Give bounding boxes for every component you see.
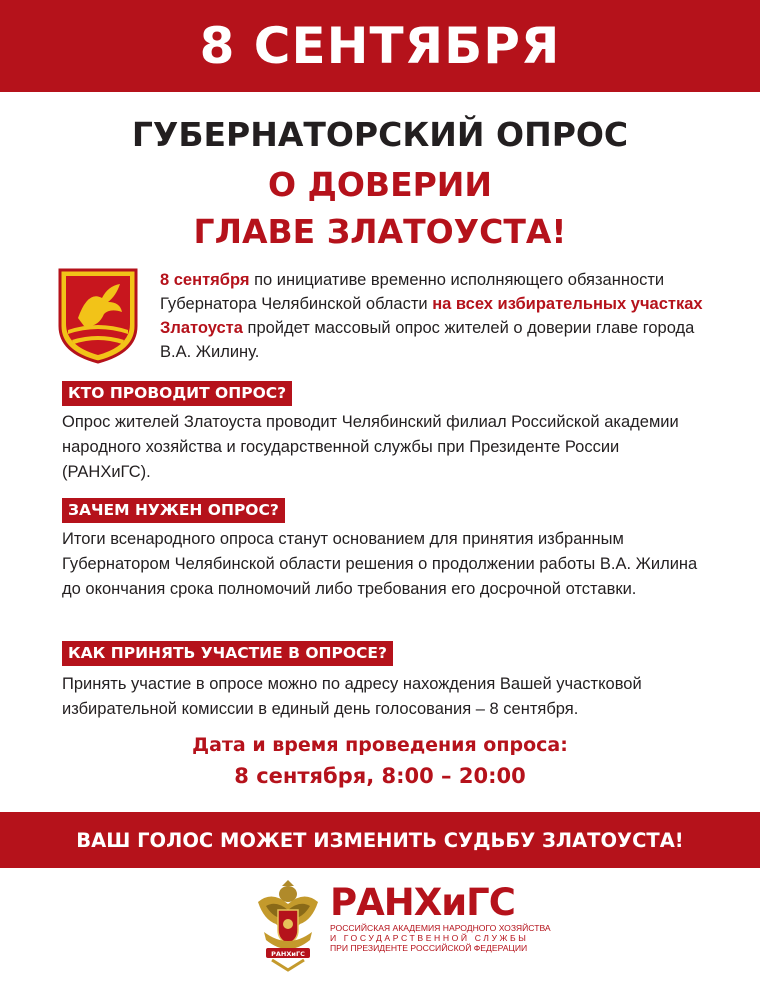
section-label-how: КАК ПРИНЯТЬ УЧАСТИЕ В ОПРОСЕ? — [62, 641, 393, 666]
intro-date: 8 сентября — [160, 271, 250, 289]
section-text-why: Итоги всенародного опроса станут основанием для принятия избранным Губернатором Челябинской области решения о продолжении работы В.А. Жилина до окончания срока полномочий либо требования его досрочной отставки. — [62, 530, 698, 598]
ranepa-emblem-icon — [252, 880, 324, 972]
section-text-who: Опрос жителей Златоуста проводит Челябинский филиал Российской академии народного хозяйства и государственной службы при Президенте России (РАНХиГС). — [62, 413, 679, 481]
zlatoust-coat-of-arms-icon — [58, 268, 138, 364]
intro-text-2: пройдет массовый опрос жителей о доверии главе города В.А. Жилину. — [160, 319, 695, 361]
section-label-who: КТО ПРОВОДИТ ОПРОС? — [62, 381, 292, 406]
footer-banner-text: ВАШ ГОЛОС МОЖЕТ ИЗМЕНИТЬ СУДЬБУ ЗЛАТОУСТА! — [76, 828, 684, 852]
ranepa-logo-sub-3: ПРИ ПРЕЗИДЕНТЕ РОССИЙСКОЙ ФЕДЕРАЦИИ — [330, 943, 528, 953]
ranepa-logo-name: РАНХиГС — [330, 881, 515, 924]
emblem-ribbon-text: РАНХиГС — [271, 950, 305, 958]
headline-line-3: ГЛАВЕ ЗЛАТОУСТА! — [193, 212, 567, 251]
datetime-title: Дата и время проведения опроса: — [192, 734, 568, 756]
section-text-how: Принять участие в опросе можно по адресу нахождения Вашей участковой избирательной комиссии в единый день голосования – 8 сентября. — [62, 675, 642, 718]
intro-text-1: по инициативе временно исполняющего обязанности Губернатора Челябинской области — [160, 271, 665, 313]
section-label-why: ЗАЧЕМ НУЖЕН ОПРОС? — [62, 498, 285, 523]
ranepa-logo-sub-2: И ГОСУДАРСТВЕННОЙ СЛУЖБЫ — [330, 933, 529, 943]
ranepa-logo-text — [330, 881, 551, 953]
top-banner — [0, 0, 760, 92]
date-banner-title: 8 СЕНТЯБРЯ — [199, 17, 561, 75]
footer-banner — [0, 812, 760, 868]
intro-paragraph — [160, 268, 720, 364]
datetime-value: 8 сентября, 8:00 – 20:00 — [234, 764, 526, 788]
headline-line-2: О ДОВЕРИИ — [267, 165, 493, 204]
headline-line-1: ГУБЕРНАТОРСКИЙ ОПРОС — [131, 115, 629, 154]
intro-highlight: на всех избирательных участках Златоуста — [160, 295, 703, 337]
ranepa-logo-sub-1: РОССИЙСКАЯ АКАДЕМИЯ НАРОДНОГО ХОЗЯЙСТВА — [330, 923, 551, 933]
